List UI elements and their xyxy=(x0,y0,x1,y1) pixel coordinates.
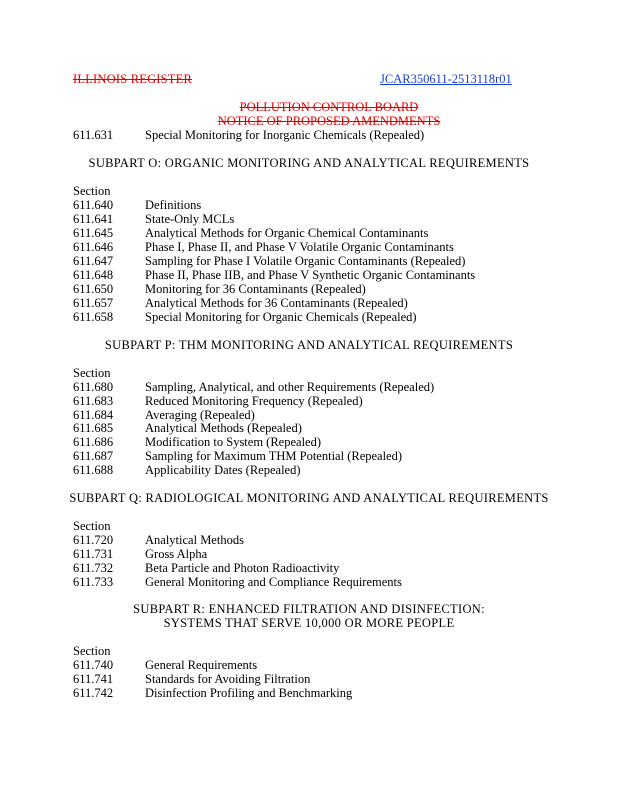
list-item xyxy=(73,226,428,241)
section-title: Special Monitoring for Organic Chemicals (Repealed) xyxy=(145,310,417,324)
section-title: Analytical Methods (Repealed) xyxy=(145,421,302,435)
subpart-p-heading: SUBPART P: THM MONITORING AND ANALYTICAL REQUIREMENTS xyxy=(104,338,514,352)
subpart-q-heading: SUBPART Q: RADIOLOGICAL MONITORING AND ANALYTICAL REQUIREMENTS xyxy=(69,491,549,505)
section-number: 611.731 xyxy=(73,547,114,561)
section-title: Monitoring for 36 Contaminants (Repealed) xyxy=(145,282,366,296)
list-item xyxy=(73,547,207,562)
list-item xyxy=(73,658,257,673)
list-item xyxy=(73,672,310,687)
section-number: 611.631 xyxy=(73,128,114,142)
jcar-code: JCAR350611-2513118r01 xyxy=(380,72,512,86)
board-name: POLLUTION CONTROL BOARD xyxy=(239,100,419,114)
section-title: Applicability Dates (Repealed) xyxy=(145,463,301,477)
list-item xyxy=(73,240,454,255)
section-number: 611.650 xyxy=(73,282,114,296)
section-label: Section xyxy=(73,519,111,533)
section-number: 611.645 xyxy=(73,226,114,240)
section-label: Section xyxy=(73,184,111,198)
section-title: General Requirements xyxy=(145,658,258,672)
section-label: Section xyxy=(73,366,111,380)
section-title: State-Only MCLs xyxy=(145,212,235,226)
section-number: 611.647 xyxy=(73,254,114,268)
section-title: Standards for Avoiding Filtration xyxy=(145,672,311,686)
list-item xyxy=(73,394,363,409)
subpart-r-subheading: SYSTEMS THAT SERVE 10,000 OR MORE PEOPLE xyxy=(163,616,455,630)
section-title: Sampling for Maximum THM Potential (Repealed) xyxy=(145,449,403,463)
section-number: 611.688 xyxy=(73,463,114,477)
section-number: 611.680 xyxy=(73,380,114,394)
list-item xyxy=(73,533,244,548)
subpart-r-heading: SUBPART R: ENHANCED FILTRATION AND DISINFECTION: xyxy=(133,602,485,616)
section-number: 611.742 xyxy=(73,686,114,700)
section-title: Analytical Methods for 36 Contaminants (Repealed) xyxy=(145,296,408,310)
section-number: 611.648 xyxy=(73,268,114,282)
list-item xyxy=(73,686,352,701)
section-title: General Monitoring and Compliance Requirements xyxy=(145,575,402,589)
section-title: Phase II, Phase IIB, and Phase V Synthetic Organic Contaminants xyxy=(145,268,476,282)
list-item xyxy=(73,296,408,311)
section-label: Section xyxy=(73,644,111,658)
list-item xyxy=(73,575,402,590)
section-title: Analytical Methods xyxy=(145,533,244,547)
section-number: 611.683 xyxy=(73,394,114,408)
section-title: Beta Particle and Photon Radioactivity xyxy=(145,561,340,575)
section-number: 611.657 xyxy=(73,296,114,310)
list-item xyxy=(73,561,339,576)
register-header: ILLINOIS REGISTER xyxy=(73,72,193,86)
section-number: 611.684 xyxy=(73,408,114,422)
section-title: Gross Alpha xyxy=(145,547,208,561)
list-item xyxy=(73,421,302,436)
section-number: 611.686 xyxy=(73,435,114,449)
list-item xyxy=(73,310,417,325)
section-title: Reduced Monitoring Frequency (Repealed) xyxy=(145,394,363,408)
section-number: 611.641 xyxy=(73,212,114,226)
list-item xyxy=(73,128,424,143)
section-title: Averaging (Repealed) xyxy=(145,408,255,422)
section-number: 611.646 xyxy=(73,240,114,254)
section-title: Sampling, Analytical, and other Requirements (Repealed) xyxy=(145,380,435,394)
list-item xyxy=(73,463,301,478)
list-item xyxy=(73,268,475,283)
section-number: 611.732 xyxy=(73,561,114,575)
section-title: Special Monitoring for Inorganic Chemicals (Repealed) xyxy=(145,128,425,142)
section-number: 611.733 xyxy=(73,575,114,589)
section-number: 611.658 xyxy=(73,310,114,324)
section-number: 611.687 xyxy=(73,449,114,463)
section-number: 611.720 xyxy=(73,533,114,547)
notice-title: NOTICE OF PROPOSED AMENDMENTS xyxy=(217,114,441,128)
section-title: Modification to System (Repealed) xyxy=(145,435,322,449)
section-number: 611.740 xyxy=(73,658,114,672)
section-number: 611.685 xyxy=(73,421,114,435)
section-title: Phase I, Phase II, and Phase V Volatile Organic Contaminants xyxy=(145,240,454,254)
section-title: Definitions xyxy=(145,198,202,212)
section-title: Sampling for Phase I Volatile Organic Contaminants (Repealed) xyxy=(145,254,466,268)
list-item xyxy=(73,449,402,464)
list-item xyxy=(73,435,321,450)
list-item xyxy=(73,198,201,213)
section-number: 611.640 xyxy=(73,198,114,212)
section-title: Disinfection Profiling and Benchmarking xyxy=(145,686,353,700)
list-item xyxy=(73,282,366,297)
section-number: 611.741 xyxy=(73,672,114,686)
section-title: Analytical Methods for Organic Chemical Contaminants xyxy=(145,226,429,240)
list-item xyxy=(73,212,234,227)
list-item xyxy=(73,380,434,395)
subpart-o-heading: SUBPART O: ORGANIC MONITORING AND ANALYTICAL REQUIREMENTS xyxy=(88,156,530,170)
list-item xyxy=(73,254,465,269)
